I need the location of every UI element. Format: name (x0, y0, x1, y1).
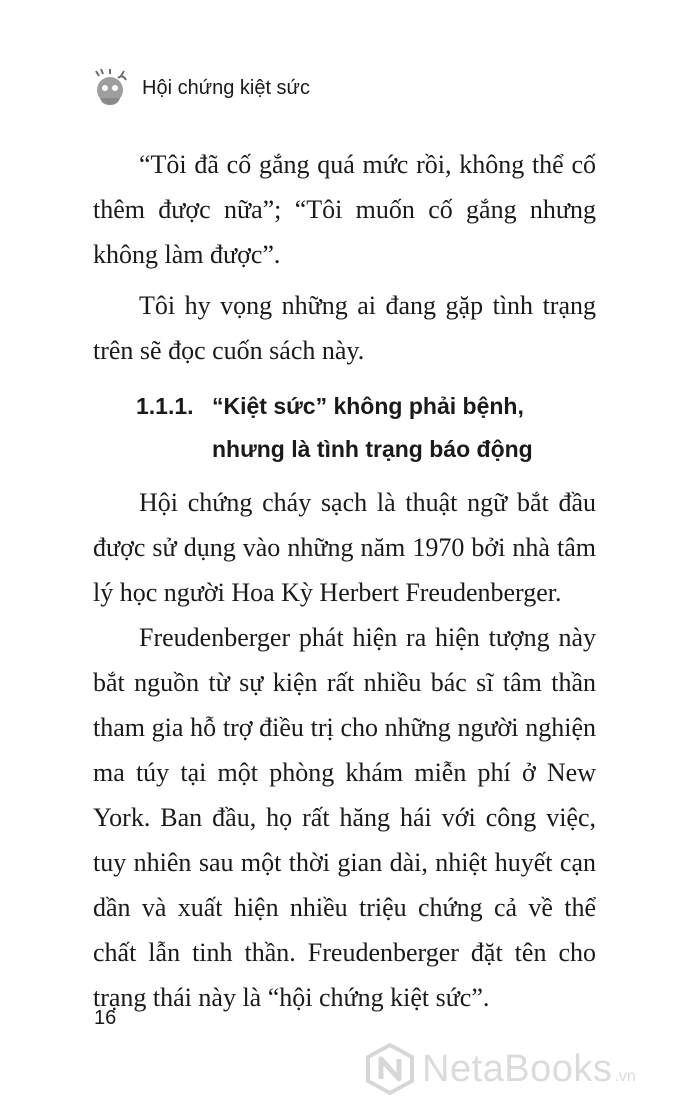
page-number: 16 (94, 1007, 117, 1029)
paragraph-text: Freudenberger phát hiện ra hiện tượng này bắt nguồn từ sự kiện rất nhiều bác sĩ tâm thần tham gia hỗ trợ điều trị cho những người nghiện ma túy tại một phòng khám miễn phí ở New York. Ban đầu, họ rất hăng hái với công việc, tuy nhiên sau một thời gian dài, nhiệt huyết cạn dần và xuất hiện nhiều triệu chứng cả về thể chất lẫn tinh thần. Freudenberger đặt tên cho trạng thái này là “hội chứng kiệt sức”. (93, 623, 596, 1012)
watermark (364, 1044, 636, 1094)
section-number: 1.1.1. (136, 393, 194, 419)
header-title: Hội chứng kiệt sức (142, 76, 310, 99)
burnout-head-icon (90, 68, 130, 108)
section-heading (136, 385, 596, 471)
watermark-suffix: .vn (614, 1068, 636, 1085)
netabooks-logo-icon (364, 1043, 416, 1095)
section-title: “Kiệt sức” không phải bệnh, nhưng là tình trạng báo động (212, 393, 533, 462)
paragraph-text: “Tôi đã cố gắng quá mức rồi, không thể cố thêm được nữa”; “Tôi muốn cố gắng nhưng không làm được”. (93, 150, 596, 269)
paragraph-freudenberger (93, 615, 596, 1020)
paragraph-hope (93, 283, 596, 373)
paragraph-text: Tôi hy vọng những ai đang gặp tình trạng trên sẽ đọc cuốn sách này. (93, 291, 596, 365)
running-header (90, 66, 310, 110)
paragraph-quote (93, 142, 596, 277)
paragraph-origin (93, 480, 596, 615)
paragraph-text: Hội chứng cháy sạch là thuật ngữ bắt đầu được sử dụng vào những năm 1970 bởi nhà tâm lý học người Hoa Kỳ Herbert Freudenberger. (93, 488, 596, 607)
watermark-brand: NetaBooks (422, 1047, 613, 1090)
